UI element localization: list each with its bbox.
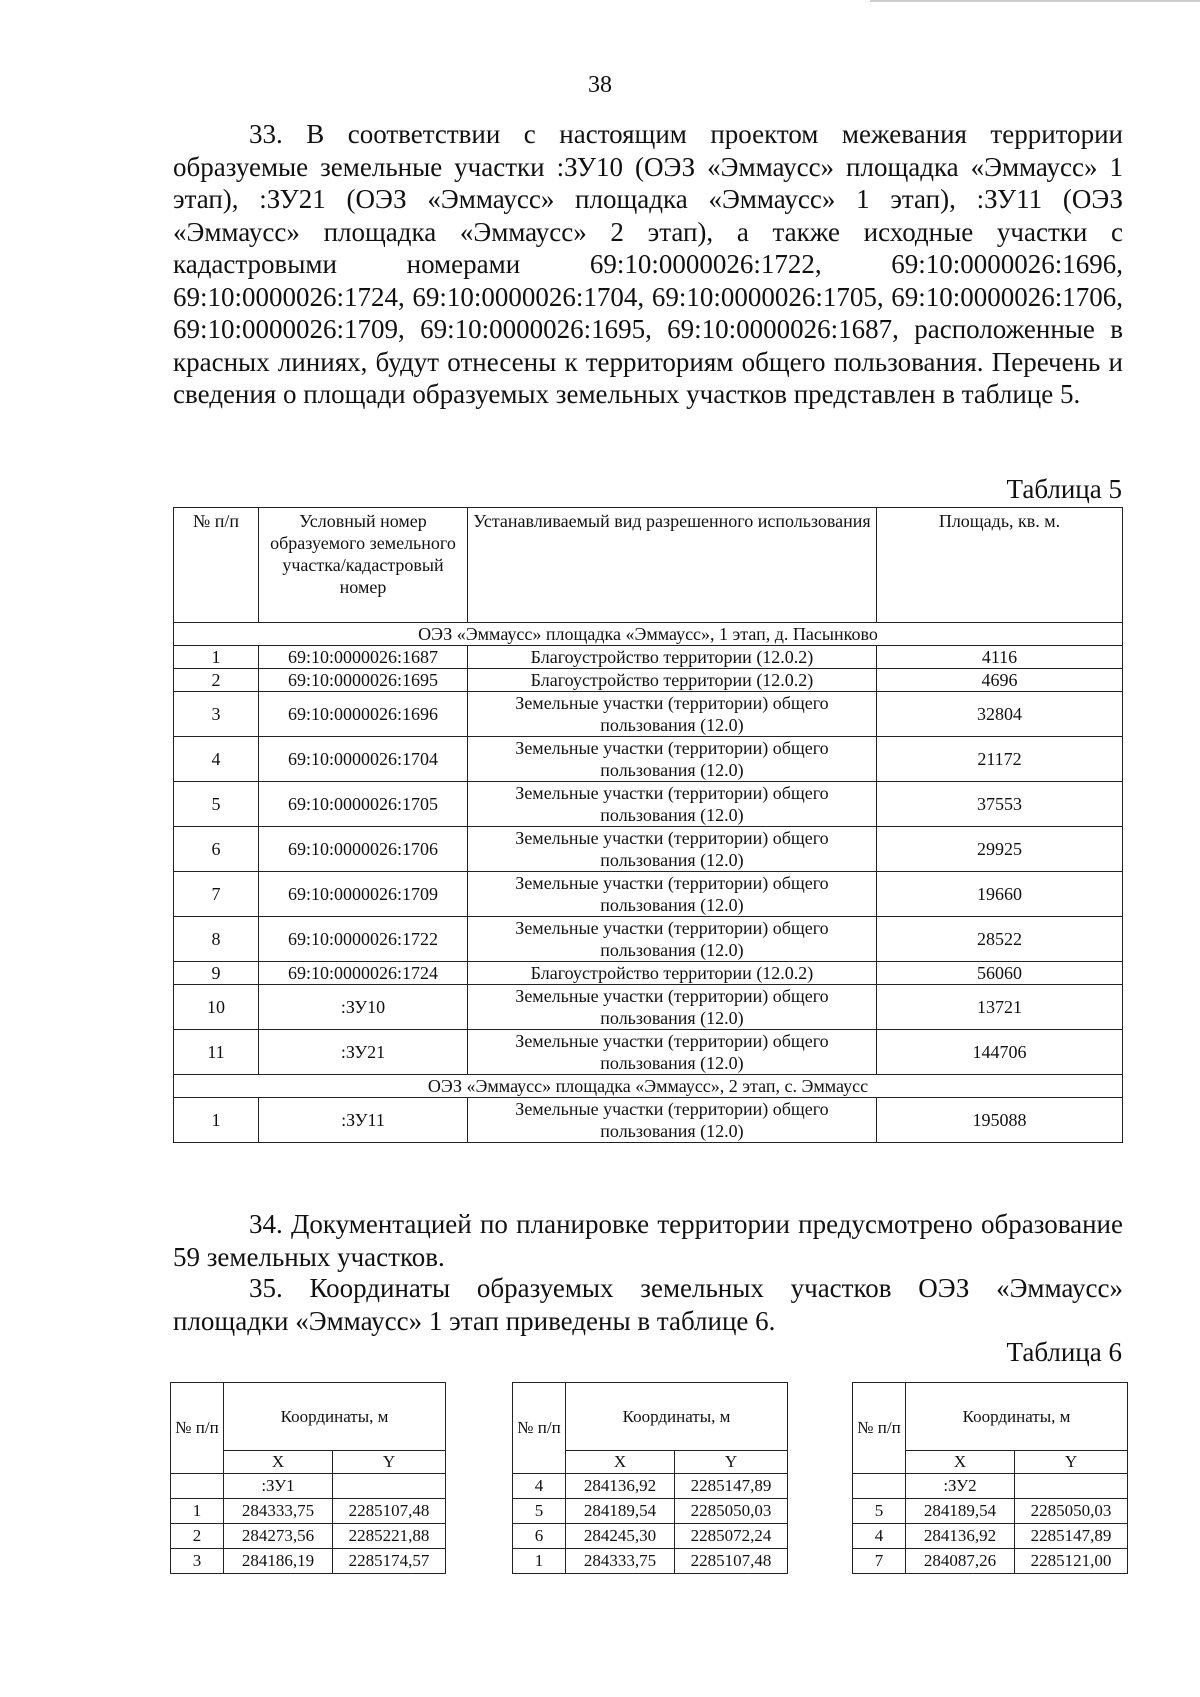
coord-num: 5 xyxy=(853,1499,906,1524)
cell-cadastral: 69:10:0000026:1706 xyxy=(259,827,468,872)
coord-label: :ЗУ1 xyxy=(224,1474,333,1499)
coord-header-row xyxy=(171,1383,446,1451)
cell-num: 9 xyxy=(174,962,259,985)
coord-row xyxy=(853,1524,1128,1549)
group-title: ОЭЗ «Эммаусс» площадка «Эммаусс», 2 этап, с. Эммаусс xyxy=(174,1075,1123,1098)
table-5-caption: Таблица 5 xyxy=(1006,474,1122,504)
cell-usage: Земельные участки (территории) общего пользования (12.0) xyxy=(468,985,877,1030)
cell-num: 1 xyxy=(174,1098,259,1143)
table-row xyxy=(174,985,1123,1030)
group-title: ОЭЗ «Эммаусс» площадка «Эммаусс», 1 этап, д. Пасынково xyxy=(174,623,1123,646)
cell-area: 19660 xyxy=(877,872,1123,917)
coord-row xyxy=(513,1524,788,1549)
coord-y: 2285221,88 xyxy=(333,1524,446,1549)
cell-num: 10 xyxy=(174,985,259,1030)
table-row xyxy=(174,669,1123,692)
coord-row xyxy=(853,1549,1128,1574)
coord-row xyxy=(171,1499,446,1524)
cell-usage: Благоустройство территории (12.0.2) xyxy=(468,962,877,985)
coord-y: 2285107,48 xyxy=(333,1499,446,1524)
coord-y: 2285072,24 xyxy=(675,1524,788,1549)
coord-num: 5 xyxy=(513,1499,566,1524)
paragraph-35-number: 35. xyxy=(249,1273,283,1303)
scan-edge-line xyxy=(870,0,1200,2)
header-area: Площадь, кв. м. xyxy=(877,508,1123,623)
coord-header-row xyxy=(853,1383,1128,1451)
coord-label-num xyxy=(853,1474,906,1499)
cell-area: 144706 xyxy=(877,1030,1123,1075)
page-number: 38 xyxy=(588,72,612,98)
cell-num: 5 xyxy=(174,782,259,827)
cell-area: 13721 xyxy=(877,985,1123,1030)
paragraph-35 xyxy=(173,1272,1123,1337)
coord-header-coords: Координаты, м xyxy=(566,1383,788,1451)
paragraph-35-text: Координаты образуемых земельных участков ОЭЗ «Эммаусс» площадки «Эммаусс» 1 этап приведены в таблице 6. xyxy=(173,1273,1123,1336)
table-row xyxy=(174,782,1123,827)
coord-num: 7 xyxy=(853,1549,906,1574)
cell-usage: Земельные участки (территории) общего пользования (12.0) xyxy=(468,872,877,917)
coord-y: 2285050,03 xyxy=(1015,1499,1128,1524)
coord-header-x: X xyxy=(906,1451,1015,1474)
coord-x: 284189,54 xyxy=(566,1499,675,1524)
cell-usage: Земельные участки (территории) общего пользования (12.0) xyxy=(468,827,877,872)
coord-y: 2285147,89 xyxy=(675,1474,788,1499)
group-row xyxy=(174,1075,1123,1098)
cell-area: 4696 xyxy=(877,669,1123,692)
cell-num: 4 xyxy=(174,737,259,782)
cell-num: 3 xyxy=(174,692,259,737)
coord-header-x: X xyxy=(224,1451,333,1474)
paragraph-34-text: Документацией по планировке территории предусмотрено образование 59 земельных участков. xyxy=(173,1209,1123,1272)
coord-row xyxy=(513,1499,788,1524)
group-row xyxy=(174,623,1123,646)
cell-num: 7 xyxy=(174,872,259,917)
coord-x: 284273,56 xyxy=(224,1524,333,1549)
coord-header-num: № п/п xyxy=(171,1383,224,1474)
cell-usage: Благоустройство территории (12.0.2) xyxy=(468,669,877,692)
cell-num: 11 xyxy=(174,1030,259,1075)
paragraph-33 xyxy=(173,118,1123,411)
coord-x: 284245,30 xyxy=(566,1524,675,1549)
coord-header-row xyxy=(513,1383,788,1451)
table-row xyxy=(174,962,1123,985)
coord-num: 6 xyxy=(513,1524,566,1549)
coord-row xyxy=(853,1499,1128,1524)
paragraph-34 xyxy=(173,1208,1123,1273)
coord-header-y: Y xyxy=(675,1451,788,1474)
cell-usage: Земельные участки (территории) общего пользования (12.0) xyxy=(468,1030,877,1075)
coord-num: 1 xyxy=(171,1499,224,1524)
cell-cadastral: 69:10:0000026:1705 xyxy=(259,782,468,827)
table-row xyxy=(174,917,1123,962)
coord-y: 2285174,57 xyxy=(333,1549,446,1574)
coord-x: 284136,92 xyxy=(906,1524,1015,1549)
coord-header-y: Y xyxy=(1015,1451,1128,1474)
coord-header-coords: Координаты, м xyxy=(906,1383,1128,1451)
cell-area: 32804 xyxy=(877,692,1123,737)
coord-label-row xyxy=(853,1474,1128,1499)
cell-cadastral: :ЗУ10 xyxy=(259,985,468,1030)
coord-y: 2285107,48 xyxy=(675,1549,788,1574)
coord-num: 1 xyxy=(513,1549,566,1574)
cell-usage: Благоустройство территории (12.0.2) xyxy=(468,646,877,669)
coord-label-row xyxy=(171,1474,446,1499)
cell-usage: Земельные участки (территории) общего пользования (12.0) xyxy=(468,917,877,962)
cell-num: 1 xyxy=(174,646,259,669)
coord-num: 4 xyxy=(513,1474,566,1499)
cell-cadastral: :ЗУ21 xyxy=(259,1030,468,1075)
coord-row xyxy=(513,1549,788,1574)
cell-area: 56060 xyxy=(877,962,1123,985)
coord-label-empty xyxy=(333,1474,446,1499)
cell-cadastral: 69:10:0000026:1695 xyxy=(259,669,468,692)
coordinates-table-3 xyxy=(852,1382,1128,1574)
cell-cadastral: 69:10:0000026:1722 xyxy=(259,917,468,962)
table-row xyxy=(174,827,1123,872)
cell-cadastral: :ЗУ11 xyxy=(259,1098,468,1143)
coord-x: 284189,54 xyxy=(906,1499,1015,1524)
coord-row xyxy=(171,1549,446,1574)
coord-x: 284087,26 xyxy=(906,1549,1015,1574)
cell-area: 28522 xyxy=(877,917,1123,962)
cell-num: 2 xyxy=(174,669,259,692)
table-row xyxy=(174,692,1123,737)
coord-num: 2 xyxy=(171,1524,224,1549)
coord-header-num: № п/п xyxy=(853,1383,906,1474)
coord-x: 284136,92 xyxy=(566,1474,675,1499)
coord-x: 284186,19 xyxy=(224,1549,333,1574)
coord-header-coords: Координаты, м xyxy=(224,1383,446,1451)
cell-usage: Земельные участки (территории) общего пользования (12.0) xyxy=(468,737,877,782)
coord-y: 2285050,03 xyxy=(675,1499,788,1524)
cell-cadastral: 69:10:0000026:1687 xyxy=(259,646,468,669)
cell-num: 6 xyxy=(174,827,259,872)
table-5-body xyxy=(174,623,1123,1143)
table-row xyxy=(174,1098,1123,1143)
header-num: № п/п xyxy=(174,508,259,623)
coord-header-num: № п/п xyxy=(513,1383,566,1474)
cell-usage: Земельные участки (территории) общего пользования (12.0) xyxy=(468,692,877,737)
coord-label-num xyxy=(171,1474,224,1499)
table-5 xyxy=(173,507,1123,1143)
cell-cadastral: 69:10:0000026:1696 xyxy=(259,692,468,737)
coordinates-table-1 xyxy=(170,1382,446,1574)
coord-row xyxy=(171,1524,446,1549)
coord-y: 2285121,00 xyxy=(1015,1549,1128,1574)
coord-num: 4 xyxy=(853,1524,906,1549)
cell-usage: Земельные участки (территории) общего пользования (12.0) xyxy=(468,1098,877,1143)
cell-cadastral: 69:10:0000026:1724 xyxy=(259,962,468,985)
cell-area: 195088 xyxy=(877,1098,1123,1143)
table-row xyxy=(174,737,1123,782)
coord-label-empty xyxy=(1015,1474,1128,1499)
cell-cadastral: 69:10:0000026:1704 xyxy=(259,737,468,782)
cell-num: 8 xyxy=(174,917,259,962)
coord-num: 3 xyxy=(171,1549,224,1574)
cell-area: 4116 xyxy=(877,646,1123,669)
paragraph-33-number: 33. xyxy=(249,119,283,149)
coord-label: :ЗУ2 xyxy=(906,1474,1015,1499)
table-6-caption: Таблица 6 xyxy=(1006,1337,1122,1367)
coord-x: 284333,75 xyxy=(566,1549,675,1574)
coord-y: 2285147,89 xyxy=(1015,1524,1128,1549)
coord-row xyxy=(513,1474,788,1499)
coord-header-y: Y xyxy=(333,1451,446,1474)
cell-area: 29925 xyxy=(877,827,1123,872)
cell-usage: Земельные участки (территории) общего пользования (12.0) xyxy=(468,782,877,827)
coord-header-x: X xyxy=(566,1451,675,1474)
table-row xyxy=(174,1030,1123,1075)
cell-area: 37553 xyxy=(877,782,1123,827)
coord-x: 284333,75 xyxy=(224,1499,333,1524)
cell-cadastral: 69:10:0000026:1709 xyxy=(259,872,468,917)
paragraph-34-number: 34. xyxy=(249,1209,283,1239)
paragraph-33-text: В соответствии с настоящим проектом межевания территории образуемые земельные участки :ЗУ10 (ОЭЗ «Эммаусс» площадка «Эммаусс» 1 этап), :ЗУ21 (ОЭЗ «Эммаусс» площадка «Эммаусс» 1 этап), :ЗУ11 (ОЭЗ «Эммаусс» площадка «Эммаусс» 2 этап), а также исходные участки с кадастровыми номерами 69:10:0000026:1722, 69:10:0000026:1696, 69:10:0000026:1724, 69:10:0000026:1704, 69:10:0000026:1705, 69:10:0000026:1706, 69:10:0000026:1709, 69:10:0000026:1695, 69:10:0000026:1687, расположенные в красных линиях, будут отнесены к территориям общего пользования. Перечень и сведения о площади образуемых земельных участков представлен в таблице 5. xyxy=(173,119,1124,409)
coordinates-table-2 xyxy=(512,1382,788,1574)
table-row xyxy=(174,872,1123,917)
header-usage: Устанавливаемый вид разрешенного использования xyxy=(468,508,877,623)
header-cadastral: Условный номер образуемого земельного участка/кадастровый номер xyxy=(259,508,468,623)
table-row xyxy=(174,646,1123,669)
cell-area: 21172 xyxy=(877,737,1123,782)
